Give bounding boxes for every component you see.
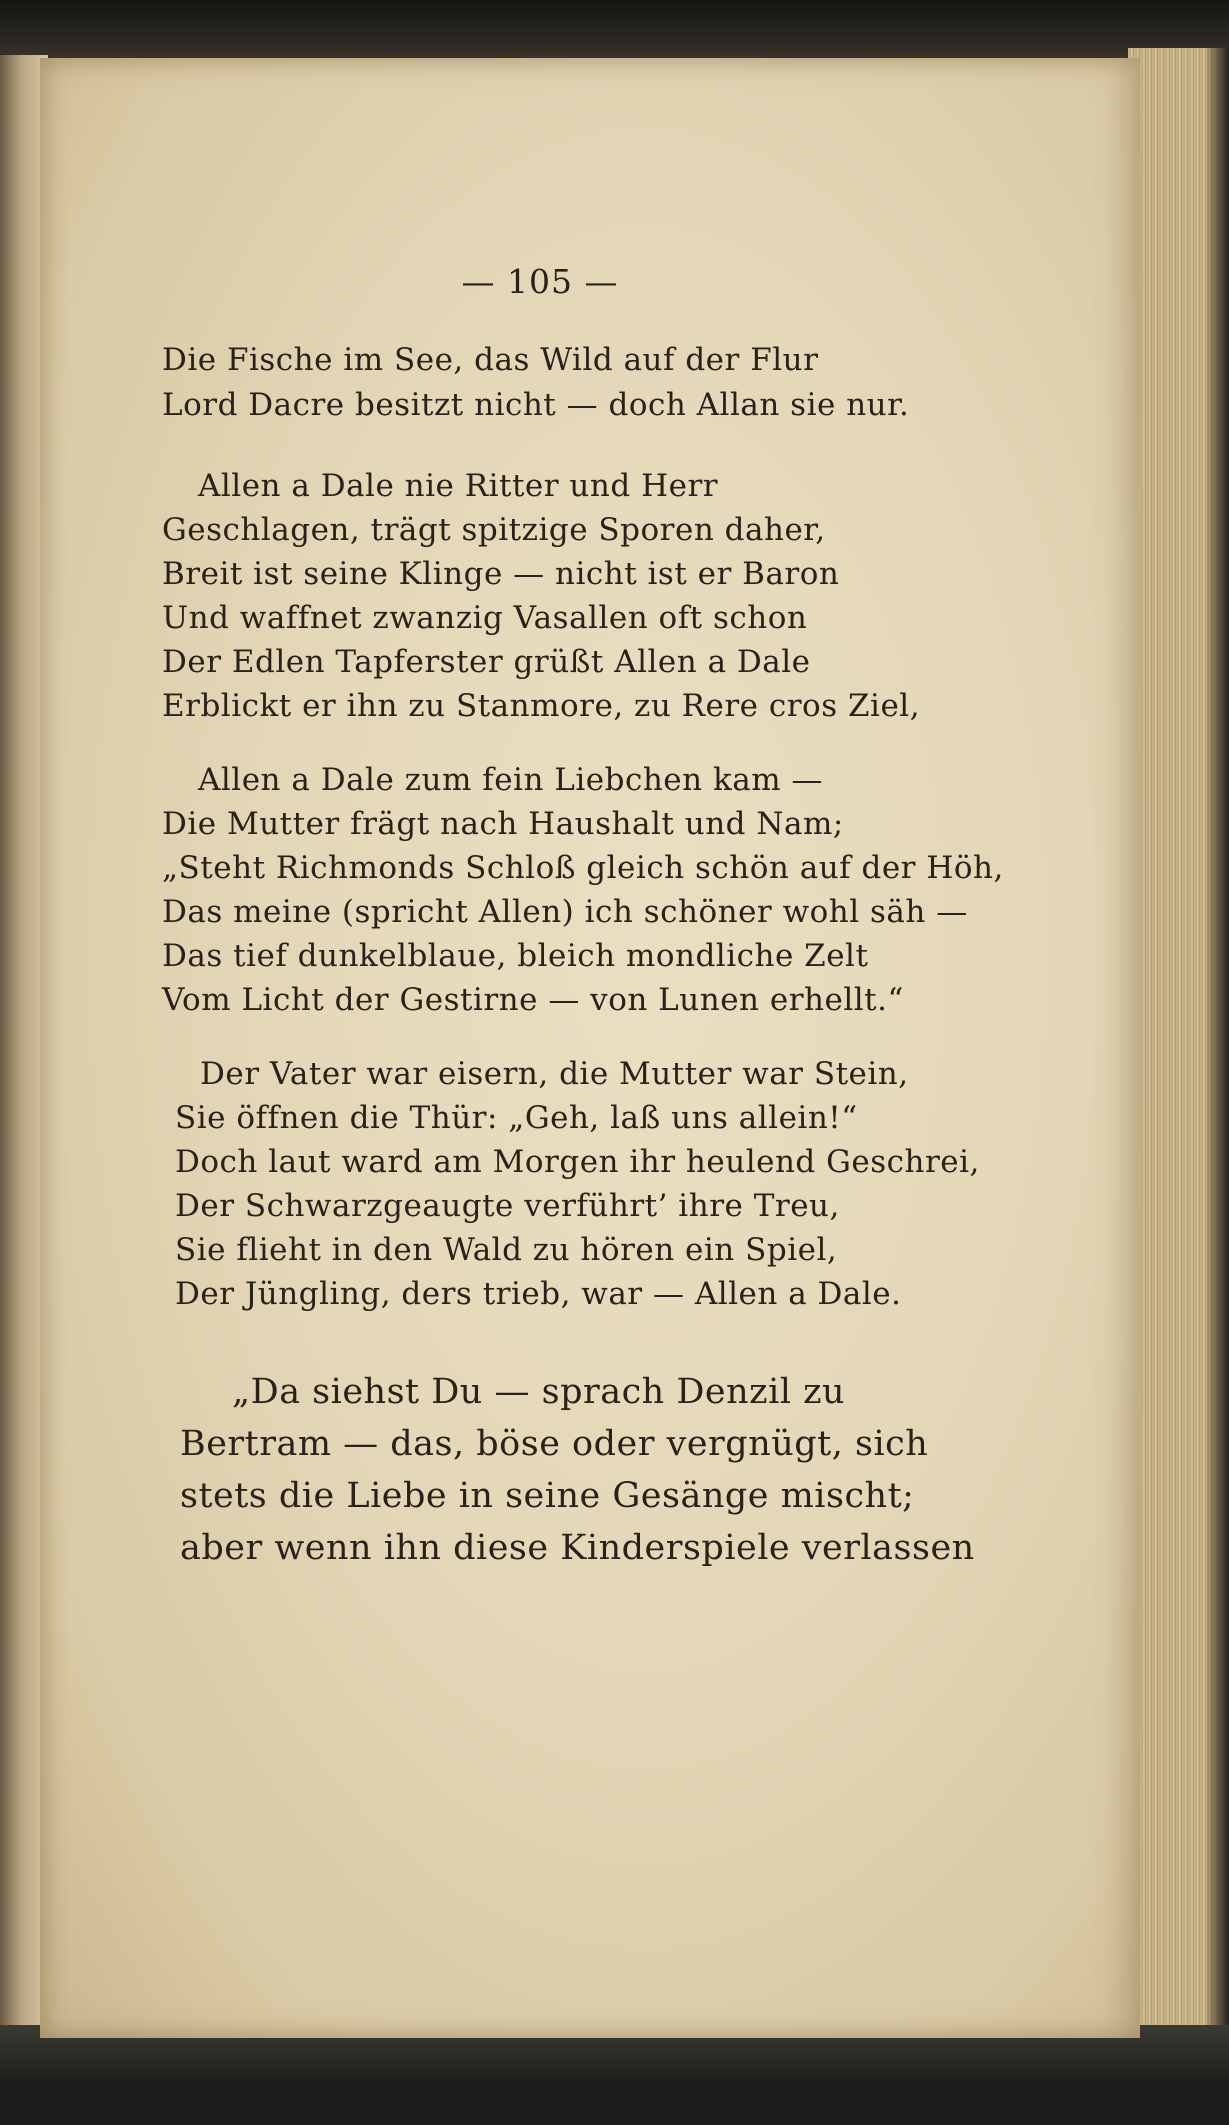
poem-line: Der Edlen Tapferster grüßt Allen a Dale <box>162 644 811 680</box>
poem-line: Allen a Dale zum fein Liebchen kam — <box>198 762 823 798</box>
poem-line: Vom Licht der Gestirne — von Lunen erhellt.“ <box>162 982 904 1018</box>
prose-line: aber wenn ihn diese Kinderspiele verlassen <box>180 1528 975 1568</box>
poem-line: Der Vater war eisern, die Mutter war Stein, <box>200 1056 909 1092</box>
page-stack-edge <box>1128 48 1229 2038</box>
poem-line: Allen a Dale nie Ritter und Herr <box>198 468 719 504</box>
poem-line: Die Mutter frägt nach Haushalt und Nam; <box>162 806 844 842</box>
prose-line: Bertram — das, böse oder vergnügt, sich <box>180 1424 929 1464</box>
poem-line: Lord Dacre besitzt nicht — doch Allan sie nur. <box>162 387 910 423</box>
poem-line: Erblickt er ihn zu Stanmore, zu Rere cros Ziel, <box>162 688 921 724</box>
page-number: — 105 — <box>461 262 619 301</box>
poem-line: Die Fische im See, das Wild auf der Flur <box>162 342 819 378</box>
poem-line: Doch laut ward am Morgen ihr heulend Geschrei, <box>175 1144 980 1180</box>
prose-line: stets die Liebe in seine Gesänge mischt; <box>180 1476 915 1516</box>
poem-line: Und waffnet zwanzig Vasallen oft schon <box>162 600 808 636</box>
poem-line: Das meine (spricht Allen) ich schöner wohl säh — <box>162 894 968 930</box>
poem-line: Sie flieht in den Wald zu hören ein Spiel, <box>175 1232 838 1268</box>
prose-line: „Da siehst Du — sprach Denzil zu <box>232 1372 846 1412</box>
poem-line: Das tief dunkelblaue, bleich mondliche Zelt <box>162 938 869 974</box>
poem-line: „Steht Richmonds Schloß gleich schön auf der Höh, <box>162 850 1004 886</box>
poem-line: Der Jüngling, ders trieb, war — Allen a Dale. <box>175 1276 902 1312</box>
book-cover-bottom-edge <box>0 2025 1229 2125</box>
poem-line: Breit ist seine Klinge — nicht ist er Baron <box>162 556 840 592</box>
poem-line: Der Schwarzgeaugte verführt’ ihre Treu, <box>175 1188 840 1224</box>
poem-line: Geschlagen, trägt spitzige Sporen daher, <box>162 512 826 548</box>
poem-line: Sie öffnen die Thür: „Geh, laß uns allein!“ <box>175 1100 858 1136</box>
